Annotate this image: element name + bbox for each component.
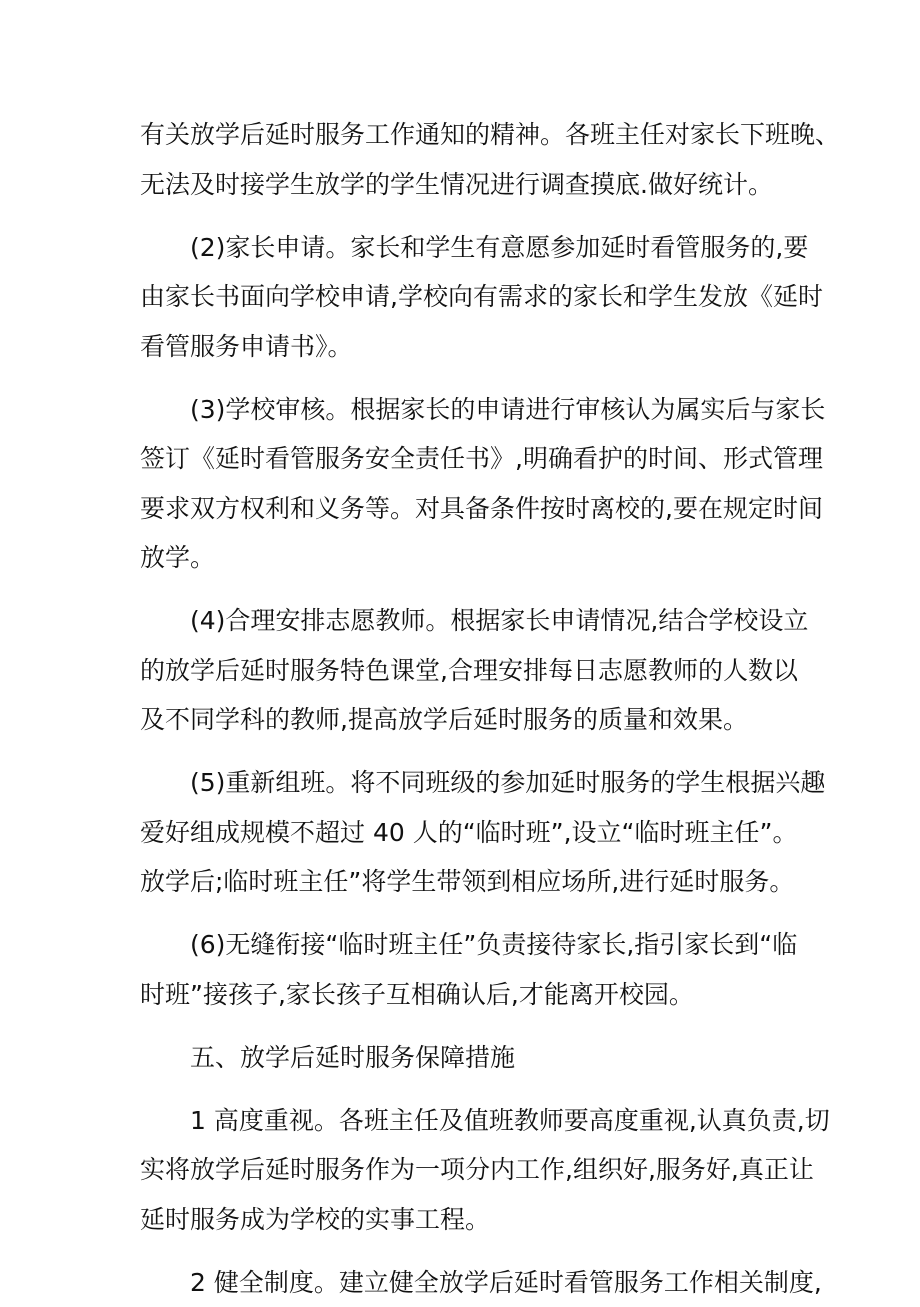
- text-line: 放学。: [140, 533, 820, 583]
- paragraph: [140, 1096, 820, 1245]
- text-line: 由家长书面向学校申请,学校向有需求的家长和学生发放《延时: [140, 272, 820, 322]
- text-line: (5)重新组班。将不同班级的参加延时服务的学生根据兴趣: [140, 758, 820, 808]
- heading-text: 五、放学后延时服务保障措施: [140, 1033, 820, 1083]
- text-line: (2)家长申请。家长和学生有意愿参加延时看管服务的,要: [140, 223, 820, 273]
- text-line: (3)学校审核。根据家长的申请进行审核认为属实后与家长: [140, 385, 820, 435]
- text-line: (6)无缝衔接“临时班主任”负责接待家长,指引家长到“临: [140, 920, 820, 970]
- text-line: 及不同学科的教师,提高放学后延时服务的质量和效果。: [140, 695, 820, 745]
- paragraph: [140, 1258, 820, 1307]
- text-line: 有关放学后延时服务工作通知的精神。各班主任对家长下班晚、: [140, 110, 820, 160]
- text-line: 要求双方权利和义务等。对具备条件按时离校的,要在规定时间: [140, 484, 820, 534]
- paragraph: [140, 920, 820, 1019]
- text-line: 签订《延时看管服务安全责任书》,明确看护的时间、形式管理: [140, 434, 820, 484]
- text-line: 的放学后延时服务特色课堂,合理安排每日志愿教师的人数以: [140, 646, 820, 696]
- text-line: 1 高度重视。各班主任及值班教师要高度重视,认真负责,切: [140, 1096, 820, 1146]
- document-body: [140, 110, 820, 1307]
- paragraph: [140, 596, 820, 745]
- paragraph: [140, 223, 820, 372]
- text-line: 无法及时接学生放学的学生情况进行调查摸底.做好统计。: [140, 160, 820, 210]
- text-line: 2 健全制度。建立健全放学后延时看管服务工作相关制度,: [140, 1258, 820, 1307]
- text-line: 爱好组成规模不超过 40 人的“临时班”,设立“临时班主任”。: [140, 808, 820, 858]
- text-line: 时班”接孩子,家长孩子互相确认后,才能离开校园。: [140, 970, 820, 1020]
- paragraph: [140, 758, 820, 907]
- paragraph: [140, 385, 820, 583]
- section-heading: [140, 1033, 820, 1083]
- text-line: 看管服务申请书》。: [140, 322, 820, 372]
- text-line: 延时服务成为学校的实事工程。: [140, 1195, 820, 1245]
- text-line: 实将放学后延时服务作为一项分内工作,组织好,服务好,真正让: [140, 1145, 820, 1195]
- text-line: 放学后;临时班主任”将学生带领到相应场所,进行延时服务。: [140, 857, 820, 907]
- text-line: (4)合理安排志愿教师。根据家长申请情况,结合学校设立: [140, 596, 820, 646]
- paragraph: [140, 110, 820, 209]
